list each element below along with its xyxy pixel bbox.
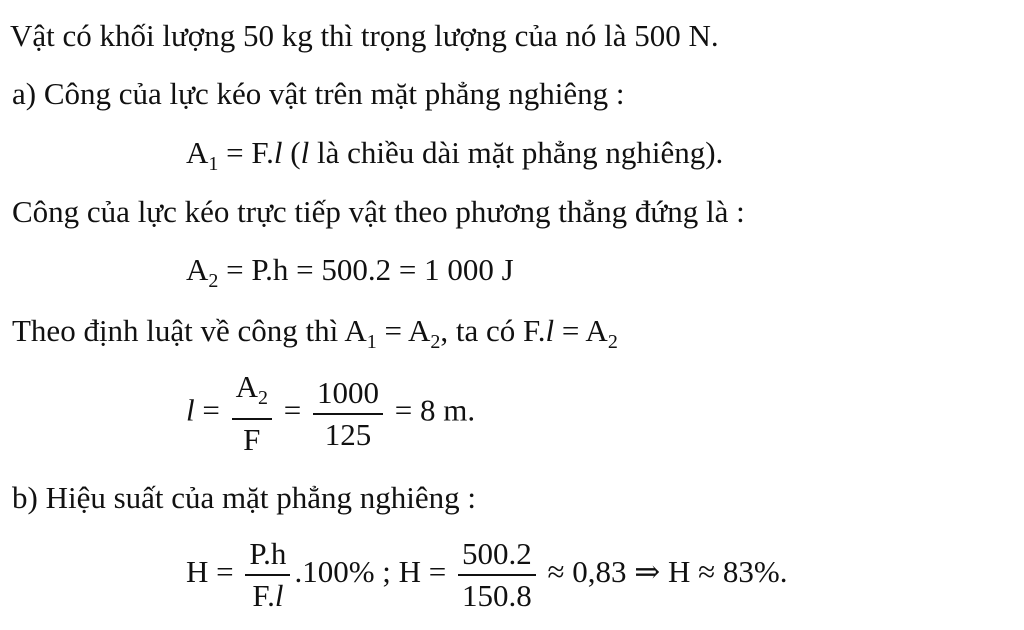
- line-6: Theo định luật về công thì $A_1 = A_2$, ta có $F.l = A_2$: [12, 313, 618, 353]
- text-weight-statement: Vật có khối lượng 50 kg thì trọng lượng của nó là 500 N.: [10, 18, 719, 53]
- fraction-1000-over-125: $\frac{1000}{125}$: [313, 376, 383, 452]
- line-4: [12, 194, 745, 230]
- text-part-b-heading: b) Hiệu suất của mặt phẳng nghiêng :: [12, 480, 477, 515]
- line-1: [10, 18, 719, 54]
- formula-a1: $A_1 = F.l$ (l là chiều dài mặt phẳng nghiêng).: [186, 135, 724, 175]
- line-8: [12, 480, 476, 516]
- fraction-a2-over-f: $\frac{A_2}{F}$: [232, 370, 272, 457]
- formula-length: l = $\frac{A_2}{F}$ = $\frac{1000}{125}$ = 8 m.: [186, 369, 476, 457]
- fraction-5002-over-1508: $\frac{500.2}{150.8}$: [458, 537, 536, 613]
- text-part-a-heading: a) Công của lực kéo vật trên mặt phẳng nghiêng :: [12, 76, 625, 111]
- text-vertical-work: Công của lực kéo trực tiếp vật theo phương thẳng đứng là :: [12, 194, 745, 229]
- line-2: [12, 76, 625, 112]
- fraction-ph-over-fl: $\frac{P.h}{F.l}$: [245, 537, 290, 613]
- formula-efficiency: H = $\frac{P.h}{F.l}$ .100% ; H = $\frac{500.2}{150.8}$ ≈ 0,83 ⇒ H ≈ 83%.: [186, 535, 788, 613]
- formula-a2: $A_2 = P.h = 500.2 = 1$ 000 J: [186, 252, 514, 292]
